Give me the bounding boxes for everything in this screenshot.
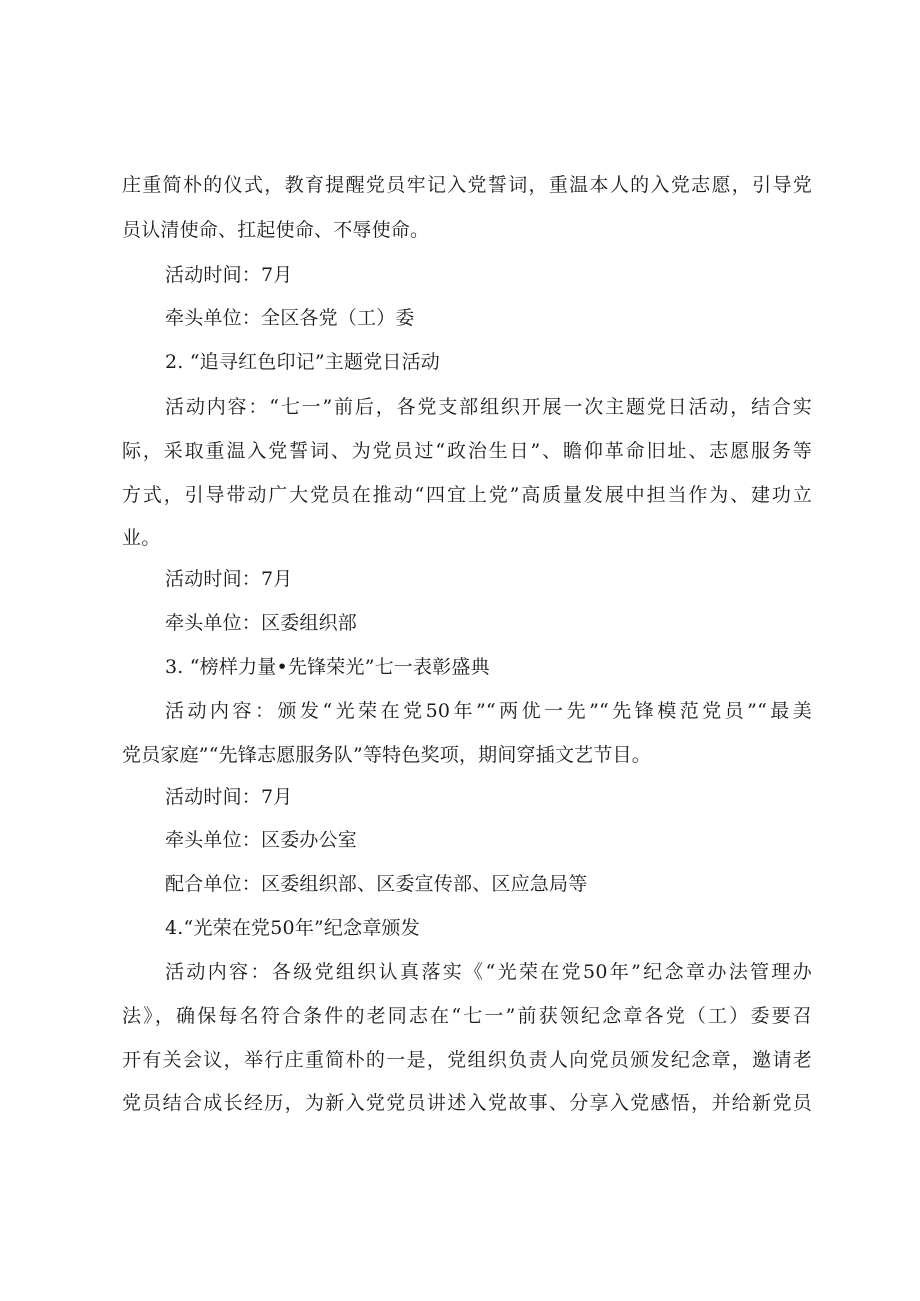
paragraph-line: 开有关会议，举行庄重简朴的一是，党组织负责人向党员颁发纪念章，邀请老 [122, 1049, 812, 1071]
section-heading: 4.“光荣在党50年”纪念章颁发 [165, 917, 420, 939]
lead-unit: 牵头单位：全区各党（工）委 [165, 307, 415, 329]
activity-time: 活动时间：7月 [165, 568, 293, 590]
activity-time: 活动时间：7月 [165, 786, 293, 808]
paragraph-line: 活动内容：颁发“光荣在党50年”“两优一先”“先锋模范党员”“最美 [165, 700, 812, 722]
activity-time: 活动时间：7月 [165, 264, 293, 286]
paragraph-line: 法》，确保每名符合条件的老同志在“七一”前获领纪念章各党（工）委要召 [122, 1005, 812, 1027]
paragraph-line: 方式，引导带动广大党员在推动“四宜上党”高质量发展中担当作为、建功立 [122, 484, 812, 506]
cooperating-units: 配合单位：区委组织部、区委宣传部、区应急局等 [165, 873, 588, 895]
paragraph-line: 党员结合成长经历，为新入党党员讲述入党故事、分享入党感悟，并给新党员 [122, 1092, 812, 1114]
lead-unit: 牵头单位：区委办公室 [165, 829, 358, 851]
paragraph-line: 活动内容：各级党组织认真落实《“光荣在党50年”纪念章办法管理办 [165, 961, 812, 983]
section-heading: 3. “榜样力量•先锋荣光”七一表彰盛典 [165, 656, 490, 678]
paragraph-line: 员认清使命、扛起使命、不辱使命。 [122, 219, 430, 241]
paragraph-line: 际，采取重温入党誓词、为党员过“政治生日”、瞻仰革命旧址、志愿服务等 [122, 440, 812, 462]
paragraph-line: 庄重简朴的仪式，教育提醒党员牢记入党誓词，重温本人的入党志愿，引导党 [122, 174, 812, 196]
paragraph-line: 活动内容：“七一”前后，各党支部组织开展一次主题党日活动，结合实 [165, 396, 812, 418]
paragraph-line: 党员家庭”“先锋志愿服务队”等特色奖项，期间穿插文艺节目。 [122, 744, 651, 766]
paragraph-line: 业。 [122, 527, 161, 549]
section-heading: 2. “追寻红色印记”主题党日活动 [165, 351, 440, 373]
lead-unit: 牵头单位：区委组织部 [165, 612, 358, 634]
